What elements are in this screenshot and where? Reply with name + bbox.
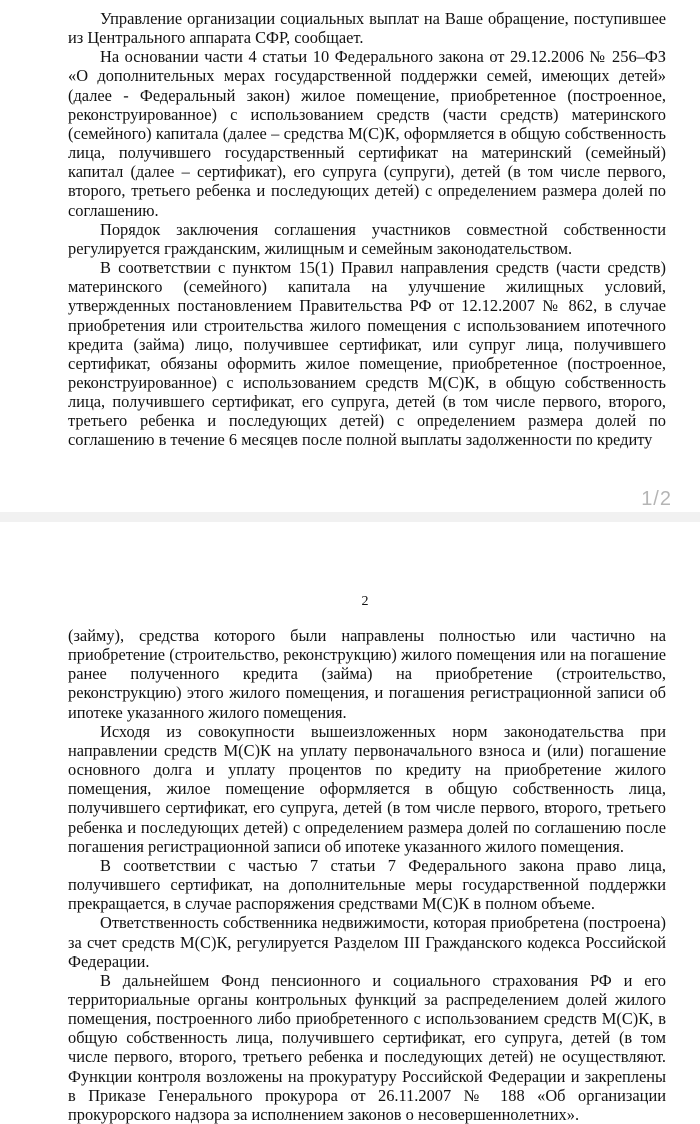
- page-number: 2: [361, 594, 369, 609]
- paragraph: В дальнейшем Фонд пенсионного и социального страхования РФ и его территориальные органы контрольных функций за распределением долей жилого помещения, построенного либо приобретенного с использованием средств М(С)К, в общую собственность лица, получившего сертификат, его супруга, детей (в том числе первого, второго, третьего ребенка и последующих детей) не осуществляют. Функции контроля возложены на прокуратуру Российской Федерации и закреплены в Приказе Генерального прокурора от 26.11.2007 № 188 «Об организации прокурорского надзора за исполнением законов о несовершеннолетних».: [68, 970, 666, 1124]
- paragraph: Управление организации социальных выплат на Ваше обращение, поступившее из Центрального аппарата СФР, сообщает.: [68, 9, 666, 48]
- paragraph: В соответствии с частью 7 статьи 7 Федерального закона право лица, получившего сертификат, на дополнительные меры государственной поддержки прекращается, в случае распоряжения средствами М(С)К в полном объеме.: [68, 855, 666, 914]
- paragraph: Исходя из совокупности вышеизложенных норм законодательства при направлении средств М(С)К на уплату первоначального взноса и (или) погашение основного долга и уплату процентов по кредиту на приобретение жилого помещения, жилое помещение оформляется в общую собственность лица, получившего сертификат, его супруга, детей (в том числе первого, второго, третьего ребенка и последующих детей) с определением размера долей по соглашению после погашения регистрационной записи об ипотеке указанного жилого помещения.: [68, 721, 666, 856]
- page-2-body: [68, 626, 666, 1124]
- paragraph: Ответственность собственника недвижимости, которая приобретена (построена) за счет средств М(С)К, регулируется Разделом III Гражданского кодекса Российской Федерации.: [68, 913, 666, 971]
- paragraph: Порядок заключения соглашения участников совместной собственности регулируется гражданским, жилищным и семейным законодательством.: [68, 219, 666, 258]
- page-counter: 1/2: [641, 488, 672, 510]
- paragraph: В соответствии с пунктом 15(1) Правил направления средств (части средств) материнского (семейного) капитала на улучшение жилищных условий, утвержденных постановлением Правительства РФ от 12.12.2007 № 862, в случае приобретения или строительства жилого помещения с использованием ипотечного кредита (займа) лицо, получившее сертификат, или супруг лица, получившего сертификат, обязаны оформить жилое помещение, приобретенное (построенное, реконструированное) с использованием средств М(С)К, в общую собственность лица, получившего сертификат, его супруга, детей (в том числе первого, второго, третьего ребенка и последующих детей) с определением размера долей по соглашению в течение 6 месяцев после полной выплаты задолженности по кредиту: [68, 258, 666, 450]
- paragraph: (займу), средства которого были направлены полностью или частично на приобретение (строительство, реконструкцию) жилого помещения или на погашение ранее полученного кредита (займа) на приобретение (строительство, реконструкцию) этого жилого помещения, и погашения регистрационной записи об ипотеке указанного жилого помещения.: [68, 626, 666, 722]
- page-1-body: [68, 9, 666, 450]
- page-separator: [0, 512, 700, 522]
- paragraph: На основании части 4 статьи 10 Федерального закона от 29.12.2006 № 256–ФЗ «О дополнительных мерах государственной поддержки семей, имеющих детей» (далее - Федеральный закон) жилое помещение, приобретенное (построенное, реконструированное) с использованием средств (части средств) материнского (семейного) капитала (далее – средства М(С)К, оформляется в общую собственность лица, получившего государственный сертификат на материнский (семейный) капитал (далее – сертификат), его супруга (супруги), детей (в том числе первого, второго, третьего ребенка и последующих детей) с определением размера долей по соглашению.: [68, 47, 666, 220]
